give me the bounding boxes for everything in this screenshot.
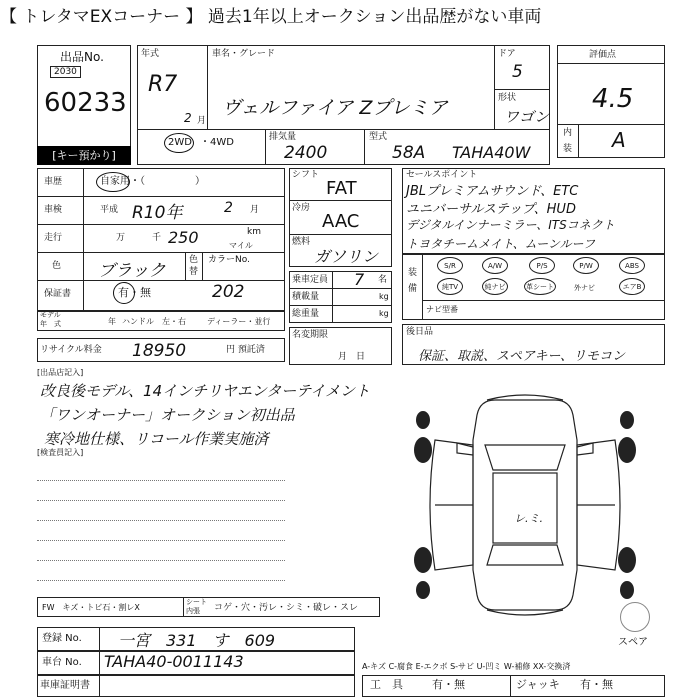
history-value: 自家用・（ ） (100, 176, 205, 187)
equipment-label-1: 装 (408, 268, 418, 278)
aw-circle: A/W (482, 257, 508, 274)
color-change-2: 替 (189, 267, 199, 277)
shift-label: シフト (292, 170, 320, 180)
ext-navi-label: 外ナビ (574, 284, 595, 292)
registration-label: 登録 No. (42, 633, 82, 644)
lot-sub: 2030 (50, 66, 81, 78)
seat-label-1: シート (186, 598, 207, 606)
inspection-label: 車検 (44, 205, 63, 215)
notes-line-2: 「ワンオーナー」オークション初出品 (40, 406, 295, 424)
sales-label: セールスポイント (406, 170, 478, 180)
handle-label: ハンドル 左・右 (122, 317, 186, 326)
type-value: 58A (392, 143, 426, 163)
car-damage-diagram (395, 385, 655, 625)
lot-number: 60233 (44, 88, 127, 118)
dealer-label: ディーラー・並行 (207, 317, 271, 326)
displacement-value: 2400 (284, 143, 328, 163)
fw-label: FW キズ・トビ石・割レX (42, 603, 140, 612)
header-title: 【 トレタマEXコーナー 】 過去1年以上オークション出品歴がない車両 (0, 7, 542, 27)
tools-row (362, 675, 665, 697)
capacity-value: 7 (354, 270, 365, 289)
inspector-sheet-note: レ.ミ. (514, 512, 543, 525)
capacity-unit: 名 (378, 275, 388, 285)
notes-label: [出品店記入] (37, 368, 84, 377)
change-label: 名変期限 (292, 330, 329, 340)
ac-value: AAC (322, 211, 360, 232)
mileage-unit-mile: マイル (229, 241, 253, 250)
gross-label: 総重量 (292, 309, 320, 319)
jack-label: ジャッキ (516, 678, 560, 691)
navi-type-label: ナビ型番 (426, 305, 458, 314)
shift-value: FAT (326, 178, 357, 199)
sales-line-4: トヨタチームメイト、ムーンルーフ (406, 237, 595, 251)
fuel-label: 燃料 (292, 237, 311, 247)
mileage-value: 250 (168, 228, 199, 247)
seat-items: コゲ・穴・汚レ・シミ・破レ・スレ (214, 603, 359, 613)
interior-value: A (612, 128, 626, 152)
month-value: 2 (184, 111, 192, 125)
load-unit: kg (379, 292, 389, 301)
warranty-label: 保証書 (44, 289, 72, 299)
model-value: TAHA40W (452, 143, 531, 162)
key-deposit-bar: [キー預かり] (37, 146, 131, 165)
mileage-unit-km: km (247, 227, 261, 237)
mileage-man: 万 (116, 233, 126, 243)
tools-value: 有・無 (432, 678, 465, 691)
chassis-label: 車台 No. (42, 657, 82, 668)
inspection-unit: 月 (250, 205, 260, 215)
model-year-label-2: 年 式 (40, 320, 61, 328)
score-value: 4.5 (592, 84, 634, 114)
inspection-era: 平成 (100, 205, 119, 215)
shape-value: ワゴン (504, 108, 550, 126)
tools-label: 工 具 (370, 678, 403, 691)
gross-unit: kg (379, 309, 389, 318)
garage-cert-label: 車庫証明書 (40, 680, 90, 691)
jack-value: 有・無 (580, 678, 613, 691)
color-change-1: 色 (189, 255, 199, 265)
color-label: 色 (52, 261, 62, 271)
recycle-label: リサイクル料金 (40, 345, 102, 355)
inspection-value: R10年 (132, 203, 183, 223)
sales-line-3: デジタルインナーミラー、ITSコネクト (406, 218, 615, 232)
chassis-value: TAHA40-0011143 (104, 652, 244, 671)
sales-line-2: ユニバーサルステップ、HUD (406, 202, 576, 217)
inspector-label: [検査員記入] (37, 448, 84, 457)
spare-label: スペア (618, 637, 648, 648)
damage-legend: A-キズ C-腐食 E-エクボ S-サビ U-凹ミ W-補修 XX-交換済 (362, 662, 571, 671)
load-label: 積載量 (292, 292, 320, 302)
accessories-value: 保証、取説、スペアキー、リモコン (418, 349, 625, 364)
name-value: ヴェルファイア Zプレミア (222, 97, 448, 119)
model-year-label-1: モデル (40, 311, 61, 319)
drive-4wd: ・4WD (200, 137, 234, 148)
interior-label-1: 内 (563, 128, 573, 138)
color-no-label: カラーNo. (208, 255, 250, 265)
color-no-value: 202 (212, 282, 245, 302)
registration-value: 一宮 331 す 609 (118, 631, 276, 650)
year-value: R7 (148, 72, 178, 97)
accessories-label: 後日品 (406, 327, 434, 337)
notes-line-1: 改良後モデル、14インチリヤエンターテイメント (40, 382, 371, 400)
spare-tire-icon (620, 602, 650, 632)
change-unit: 月 日 (338, 352, 366, 362)
interior-label-2: 装 (563, 144, 573, 154)
history-label: 車歴 (44, 177, 63, 187)
type-label: 型式 (369, 132, 388, 142)
ac-label: 冷房 (292, 203, 311, 213)
name-label: 車名・グレード (212, 49, 276, 59)
capacity-label: 乗車定員 (292, 275, 329, 285)
doors-label: ドア (498, 49, 516, 59)
inspection-month: 2 (224, 200, 233, 216)
navi-circle: 純ナビ (482, 278, 508, 295)
sales-line-1: JBLプレミアムサウンド、ETC (406, 184, 579, 199)
recycle-value: 18950 (132, 341, 187, 361)
lot-label: 出品No. (60, 50, 104, 64)
sr-circle: S/R (437, 257, 463, 274)
pw-circle: P/W (573, 257, 599, 274)
abs-circle: ABS (619, 257, 645, 274)
airbag-circle: エアB (619, 278, 645, 295)
recycle-unit: 円 預託済 (226, 345, 265, 355)
drive-2wd: 2WD (168, 137, 192, 148)
model-year-year: 年 (108, 317, 116, 326)
year-label: 年式 (141, 49, 160, 59)
displacement-label: 排気量 (269, 132, 297, 142)
mileage-label: 走行 (44, 233, 63, 243)
fuel-value: ガソリン (314, 247, 379, 266)
seat-label-2: 内張 (186, 607, 200, 615)
notes-line-3: 寒冷地仕様、リコール作業実施済 (44, 430, 269, 448)
tv-circle: 純TV (437, 278, 463, 295)
mileage-sen: 千 (152, 233, 162, 243)
ps-circle: P/S (529, 257, 555, 274)
month-unit: 月 (197, 116, 207, 126)
color-value: ブラック (98, 261, 166, 281)
shape-label: 形状 (498, 93, 517, 103)
warranty-value: 有・無 (118, 286, 151, 299)
doors-value: 5 (512, 62, 523, 82)
leather-circle: 革シート (524, 278, 556, 295)
equipment-label-2: 備 (408, 284, 418, 294)
score-label: 評価点 (589, 50, 617, 60)
